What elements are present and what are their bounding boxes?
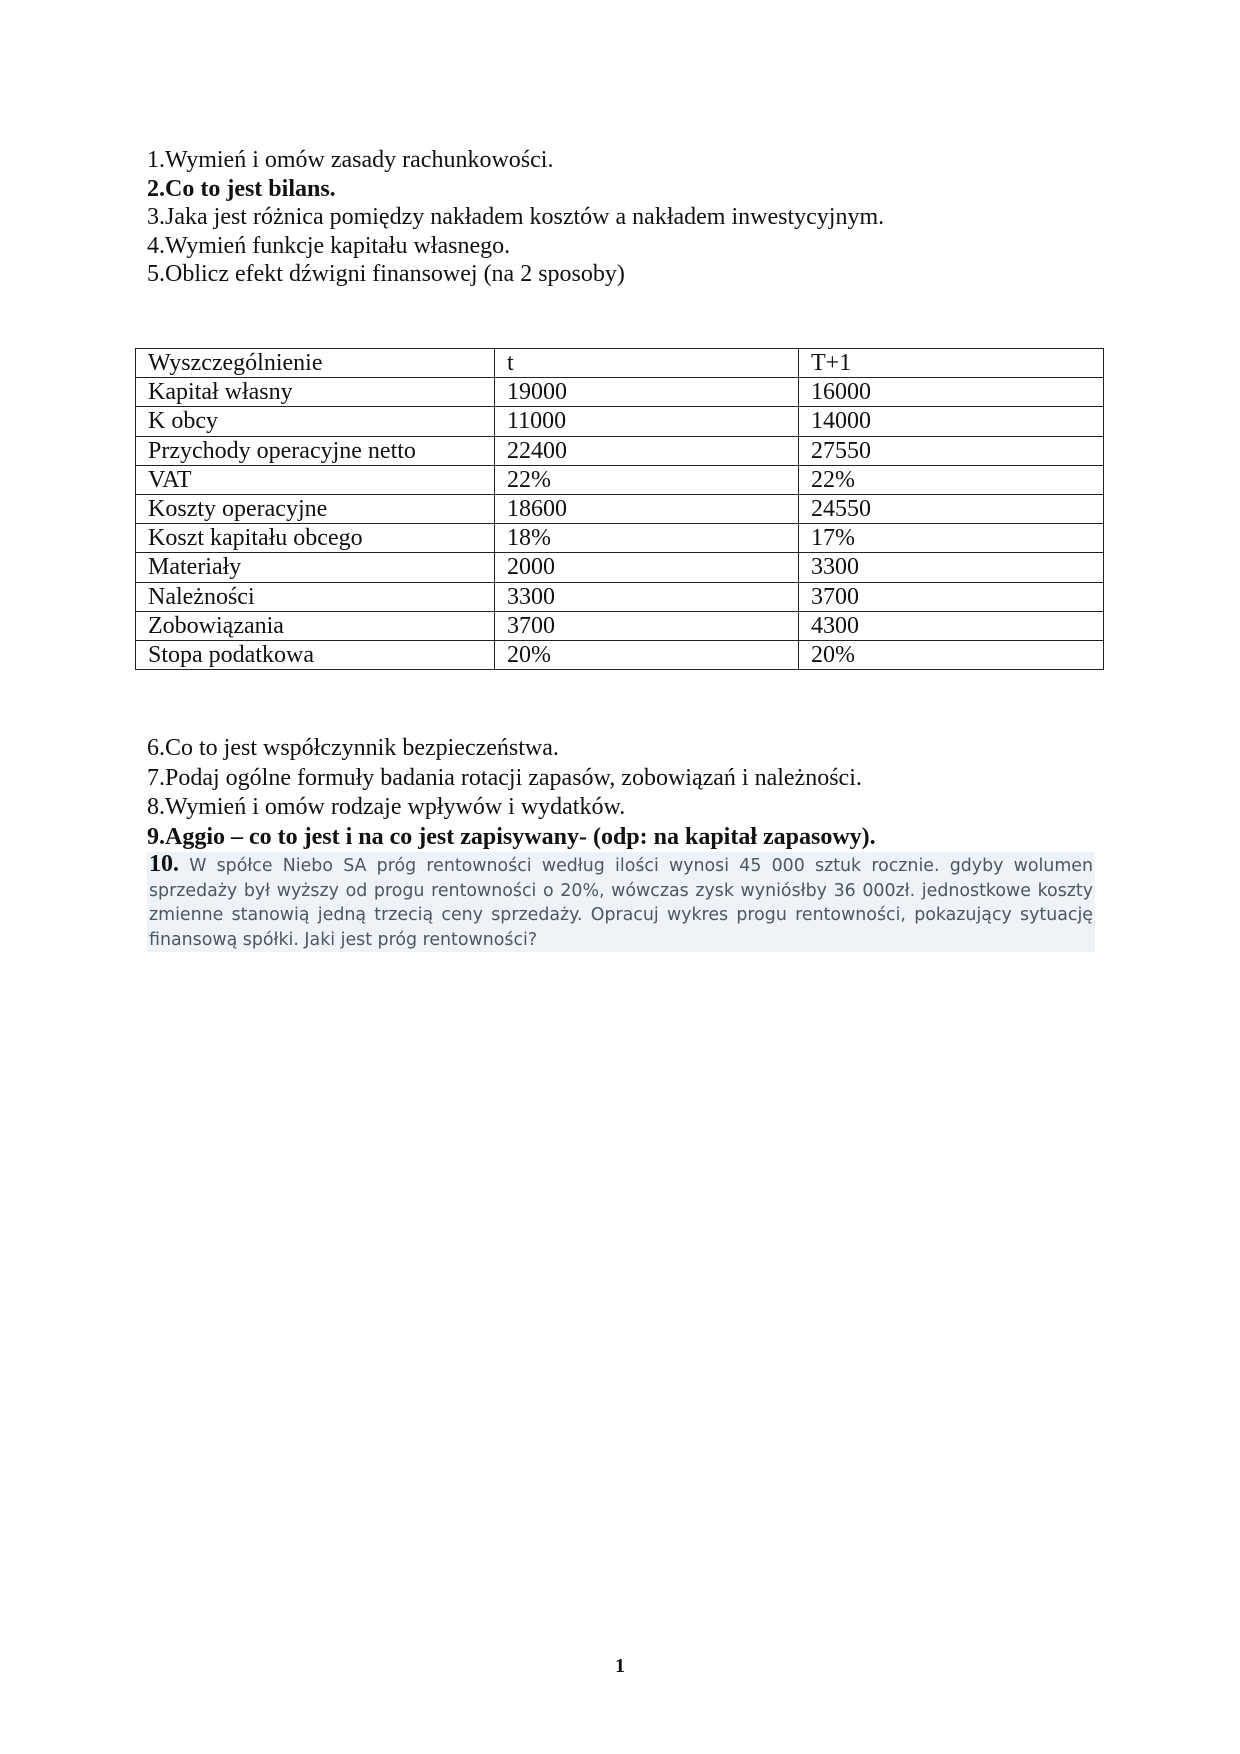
cell-t1: 4300 [799, 611, 1104, 640]
header-cell: T+1 [799, 349, 1104, 378]
question-2: 2.Co to jest bilans. [147, 175, 336, 202]
table-row [136, 553, 1104, 582]
question-10-text: W spółce Niebo SA próg rentowności według ilości wynosi 45 000 sztuk rocznie. gdyby wolumen sprzedaży był wyższy od progu rentowności o 20%, wówczas zysk wyniósłby 36 000zł. jednostkowe koszty zmienne stanowią jedną trzecią ceny sprzedaży. Opracuj wykres progu rentowności, pokazujący sytuację finansową spółki. Jaki jest próg rentowności? [149, 856, 1093, 950]
row-label: Zobowiązania [136, 611, 495, 640]
financial-data-table [135, 348, 1104, 670]
row-label: Kapitał własny [136, 378, 495, 407]
table-row [136, 407, 1104, 436]
cell-t1: 3300 [799, 553, 1104, 582]
row-label: Przychody operacyjne netto [136, 436, 495, 465]
cell-t1: 22% [799, 465, 1104, 494]
cell-t1: 20% [799, 640, 1104, 669]
cell-t: 18600 [495, 494, 799, 523]
row-label: Należności [136, 582, 495, 611]
table-row [136, 494, 1104, 523]
row-label: Materiały [136, 553, 495, 582]
row-label: Koszty operacyjne [136, 494, 495, 523]
cell-t1: 17% [799, 524, 1104, 553]
table-row [136, 436, 1104, 465]
question-5: 5.Oblicz efekt dźwigni finansowej (na 2 sposoby) [147, 261, 625, 287]
cell-t1: 24550 [799, 494, 1104, 523]
cell-t: 3700 [495, 611, 799, 640]
table-row [136, 582, 1104, 611]
cell-t: 19000 [495, 378, 799, 407]
cell-t: 20% [495, 640, 799, 669]
question-10-number: 10. [149, 851, 179, 877]
table-row [136, 465, 1104, 494]
cell-t: 2000 [495, 553, 799, 582]
cell-t: 22400 [495, 436, 799, 465]
row-label: K obcy [136, 407, 495, 436]
table-header-row [136, 349, 1104, 378]
row-label: Stopa podatkowa [136, 640, 495, 669]
cell-t: 11000 [495, 407, 799, 436]
cell-t1: 27550 [799, 436, 1104, 465]
question-8: 8.Wymień i omów rodzaje wpływów i wydatków. [147, 794, 626, 820]
table-row [136, 524, 1104, 553]
cell-t1: 3700 [799, 582, 1104, 611]
table-row [136, 378, 1104, 407]
table-row [136, 611, 1104, 640]
question-4: 4.Wymień funkcje kapitału własnego. [147, 232, 511, 259]
cell-t1: 14000 [799, 407, 1104, 436]
question-3: 3.Jaka jest różnica pomiędzy nakładem kosztów a nakładem inwestycyjnym. [147, 204, 885, 230]
cell-t: 22% [495, 465, 799, 494]
table-row [136, 640, 1104, 669]
row-label: Koszt kapitału obcego [136, 524, 495, 553]
row-label: VAT [136, 465, 495, 494]
questions-bottom [147, 734, 1127, 852]
question-10-block [147, 852, 1095, 952]
header-cell: Wyszczególnienie [136, 349, 495, 378]
question-6: 6.Co to jest współczynnik bezpieczeństwa. [147, 735, 559, 761]
question-7: 7.Podaj ogólne formuły badania rotacji zapasów, zobowiązań i należności. [147, 764, 862, 791]
question-1: 1.Wymień i omów zasady rachunkowości. [147, 147, 554, 173]
header-cell: t [495, 349, 799, 378]
question-9: 9.Aggio – co to jest i na co jest zapisywany- (odp: na kapitał zapasowy). [147, 823, 876, 850]
page-number: 1 [615, 1655, 625, 1677]
cell-t: 3300 [495, 582, 799, 611]
cell-t: 18% [495, 524, 799, 553]
cell-t1: 16000 [799, 378, 1104, 407]
questions-top [147, 146, 1127, 289]
